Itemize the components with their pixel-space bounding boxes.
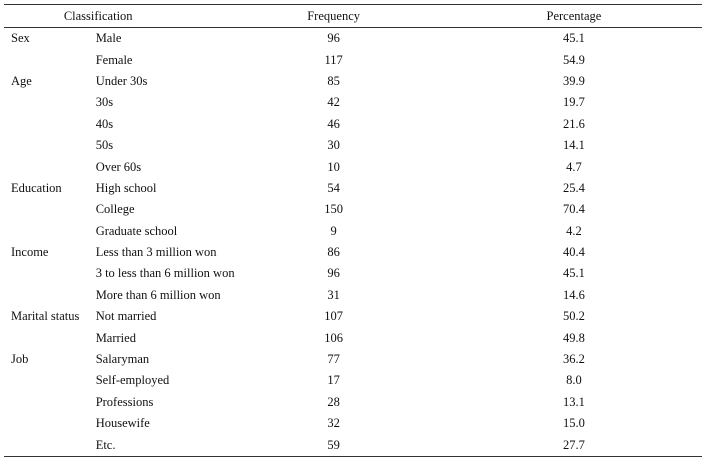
header-row — [4, 5, 702, 28]
frequency-cell: 59 — [185, 434, 476, 456]
table-row — [4, 221, 702, 242]
table-row — [4, 135, 702, 156]
subcategory-cell: Male — [95, 31, 122, 46]
frequency-cell: 96 — [327, 266, 340, 281]
subcategory-cell: More than 6 million won — [95, 287, 221, 302]
demographics-table — [4, 4, 702, 457]
percentage-cell: 25.4 — [563, 180, 585, 195]
frequency-cell: 54 — [327, 180, 340, 195]
frequency-cell: 77 — [327, 352, 340, 367]
table-row — [4, 285, 702, 306]
header-percentage: Percentage — [476, 5, 702, 28]
category-cell — [4, 327, 95, 348]
table-row — [4, 178, 702, 199]
frequency-cell: 17 — [327, 373, 340, 388]
subcategory-cell: 30s — [95, 95, 114, 110]
percentage-cell: 4.7 — [566, 159, 582, 174]
table-row — [4, 413, 702, 434]
percentage-cell: 50.2 — [563, 309, 585, 324]
category-cell: Job — [11, 352, 29, 367]
category-cell — [4, 285, 95, 306]
frequency-cell: 28 — [327, 394, 340, 409]
subcategory-cell: 40s — [95, 116, 114, 131]
percentage-cell: 45.1 — [563, 266, 585, 281]
table-header — [4, 5, 702, 28]
subcategory-cell: Housewife — [95, 416, 150, 431]
frequency-cell: 10 — [327, 159, 340, 174]
header-classification: Classification — [4, 5, 185, 28]
subcategory-cell: Etc. — [95, 434, 186, 456]
frequency-cell: 9 — [330, 223, 337, 238]
demographics-table-container — [4, 4, 702, 457]
subcategory-cell: Married — [95, 330, 136, 345]
table-row — [4, 327, 702, 348]
subcategory-cell: Salaryman — [95, 352, 150, 367]
frequency-cell: 96 — [327, 31, 340, 46]
percentage-cell: 19.7 — [563, 95, 585, 110]
subcategory-cell: Under 30s — [95, 73, 148, 88]
percentage-cell: 70.4 — [563, 202, 585, 217]
frequency-cell: 42 — [327, 95, 340, 110]
category-cell — [4, 392, 95, 413]
frequency-cell: 150 — [324, 202, 343, 217]
percentage-cell: 14.6 — [563, 287, 585, 302]
table-row — [4, 92, 702, 113]
percentage-cell: 13.1 — [563, 394, 585, 409]
table-row — [4, 392, 702, 413]
percentage-cell: 21.6 — [563, 116, 585, 131]
table-row — [4, 370, 702, 391]
table-body — [4, 28, 702, 457]
subcategory-cell: 3 to less than 6 million won — [95, 266, 235, 281]
frequency-cell: 46 — [327, 116, 340, 131]
percentage-cell: 40.4 — [563, 245, 585, 260]
subcategory-cell: Less than 3 million won — [95, 245, 217, 260]
table-row — [4, 49, 702, 70]
subcategory-cell: College — [95, 202, 135, 217]
category-cell — [4, 135, 95, 156]
percentage-cell: 14.1 — [563, 138, 585, 153]
percentage-cell: 8.0 — [566, 373, 582, 388]
percentage-cell: 4.2 — [566, 223, 582, 238]
frequency-cell: 106 — [324, 330, 343, 345]
table-row — [4, 306, 702, 327]
frequency-cell: 31 — [327, 287, 340, 302]
category-cell — [4, 92, 95, 113]
category-cell — [4, 156, 95, 177]
category-cell: Education — [11, 180, 62, 195]
percentage-cell: 54.9 — [563, 52, 585, 67]
table-row — [4, 349, 702, 370]
category-cell: Sex — [11, 31, 30, 46]
frequency-cell: 30 — [327, 138, 340, 153]
table-row — [4, 242, 702, 263]
header-frequency: Frequency — [185, 5, 476, 28]
subcategory-cell: Female — [95, 52, 133, 67]
subcategory-cell: Professions — [95, 394, 154, 409]
table-row — [4, 199, 702, 220]
category-cell — [4, 114, 95, 135]
category-cell — [4, 199, 95, 220]
category-cell — [4, 221, 95, 242]
category-cell — [4, 49, 95, 70]
frequency-cell: 32 — [327, 416, 340, 431]
subcategory-cell: Self-employed — [95, 373, 170, 388]
table-row — [4, 28, 702, 50]
percentage-cell: 15.0 — [563, 416, 585, 431]
table-row — [4, 434, 702, 456]
category-cell: Age — [11, 73, 32, 88]
frequency-cell: 85 — [327, 73, 340, 88]
category-cell — [4, 413, 95, 434]
category-cell — [4, 434, 95, 456]
category-cell — [4, 263, 95, 284]
frequency-cell: 117 — [324, 52, 343, 67]
frequency-cell: 107 — [324, 309, 343, 324]
percentage-cell: 45.1 — [563, 31, 585, 46]
percentage-cell: 36.2 — [563, 352, 585, 367]
table-row — [4, 71, 702, 92]
frequency-cell: 86 — [327, 245, 340, 260]
percentage-cell: 39.9 — [563, 73, 585, 88]
table-row — [4, 263, 702, 284]
subcategory-cell: Not married — [95, 309, 157, 324]
table-row — [4, 156, 702, 177]
subcategory-cell: High school — [95, 180, 157, 195]
category-cell: Income — [11, 245, 49, 260]
percentage-cell: 49.8 — [563, 330, 585, 345]
category-cell — [4, 370, 95, 391]
subcategory-cell: Graduate school — [95, 223, 178, 238]
subcategory-cell: Over 60s — [95, 159, 142, 174]
percentage-cell: 27.7 — [476, 434, 702, 456]
table-row — [4, 114, 702, 135]
subcategory-cell: 50s — [95, 138, 114, 153]
category-cell: Marital status — [11, 309, 80, 324]
